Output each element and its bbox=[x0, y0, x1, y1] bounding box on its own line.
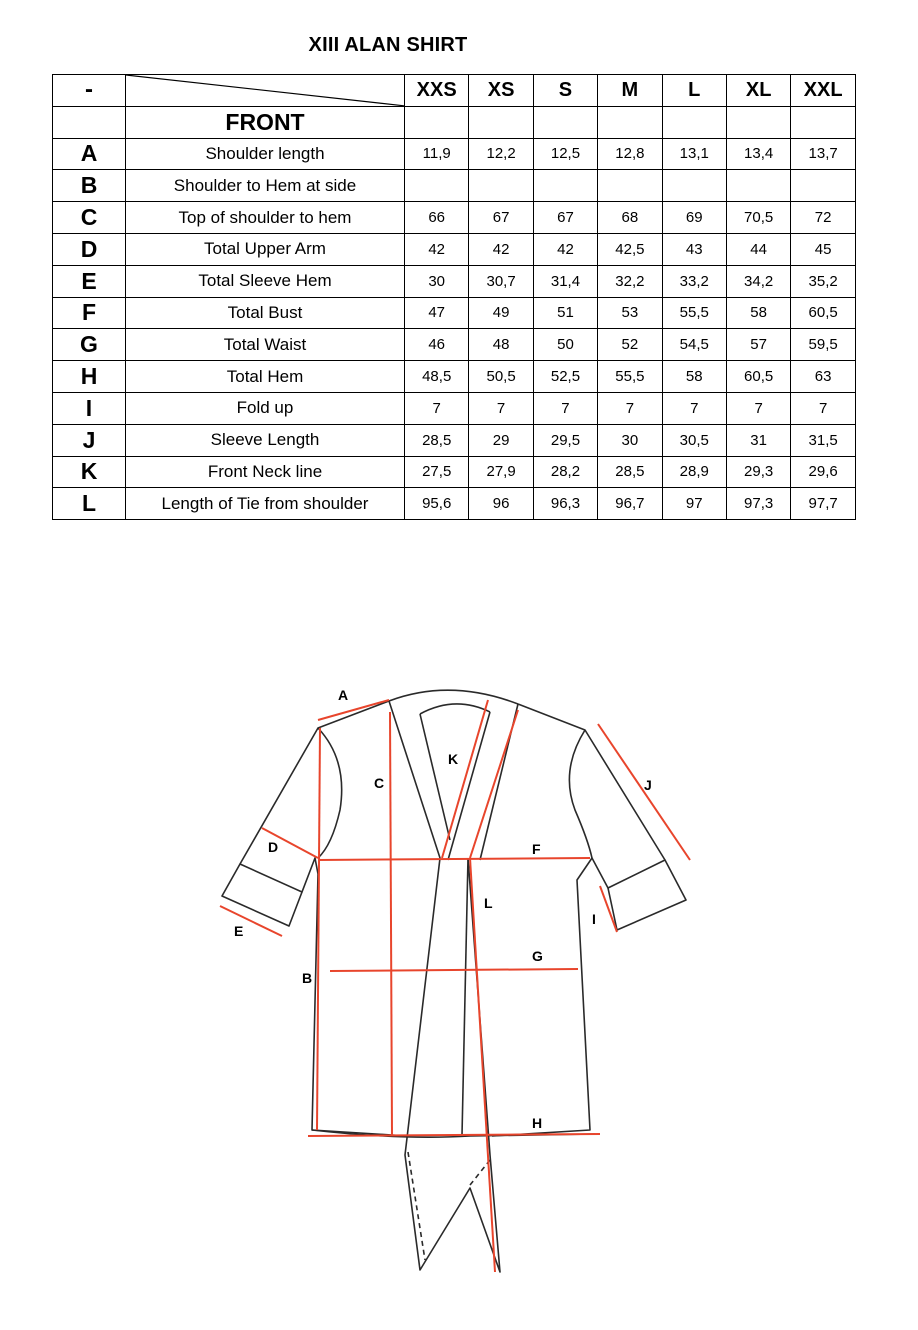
label-l: L bbox=[484, 895, 493, 911]
lapel-edge bbox=[448, 712, 490, 860]
measure-c bbox=[390, 712, 392, 1136]
value-cell: 7 bbox=[662, 392, 726, 424]
value-cell: 7 bbox=[405, 392, 469, 424]
section-label: FRONT bbox=[126, 106, 405, 138]
value-cell: 51 bbox=[533, 297, 597, 329]
value-cell: 44 bbox=[726, 233, 790, 265]
value-cell bbox=[405, 170, 469, 202]
value-cell: 34,2 bbox=[726, 265, 790, 297]
row-label: Front Neck line bbox=[126, 456, 405, 488]
value-cell: 7 bbox=[726, 392, 790, 424]
measurement-row bbox=[53, 488, 856, 520]
row-letter: I bbox=[53, 392, 126, 424]
label-g: G bbox=[532, 948, 543, 964]
row-label: Total Waist bbox=[126, 329, 405, 361]
measure-l-top bbox=[470, 710, 518, 858]
value-cell: 42 bbox=[469, 233, 533, 265]
value-cell: 60,5 bbox=[726, 361, 790, 393]
size-header: S bbox=[533, 75, 597, 107]
label-e: E bbox=[234, 923, 244, 939]
empty-cell bbox=[662, 106, 726, 138]
lapel-inner-left bbox=[420, 714, 450, 840]
value-cell: 30 bbox=[598, 424, 662, 456]
value-cell: 55,5 bbox=[662, 297, 726, 329]
value-cell: 30,7 bbox=[469, 265, 533, 297]
value-cell: 28,9 bbox=[662, 456, 726, 488]
row-label: Fold up bbox=[126, 392, 405, 424]
value-cell: 11,9 bbox=[405, 138, 469, 170]
row-letter: C bbox=[53, 202, 126, 234]
row-label: Sleeve Length bbox=[126, 424, 405, 456]
value-cell: 7 bbox=[469, 392, 533, 424]
value-cell: 54,5 bbox=[662, 329, 726, 361]
value-cell: 96,3 bbox=[533, 488, 597, 520]
left-armhole bbox=[318, 728, 342, 858]
measurement-row bbox=[53, 456, 856, 488]
value-cell: 69 bbox=[662, 202, 726, 234]
front-opening bbox=[462, 858, 468, 1135]
size-header: XXL bbox=[791, 75, 856, 107]
value-cell: 29,5 bbox=[533, 424, 597, 456]
empty-cell bbox=[53, 106, 126, 138]
value-cell: 95,6 bbox=[405, 488, 469, 520]
value-cell: 29,6 bbox=[791, 456, 856, 488]
value-cell: 48 bbox=[469, 329, 533, 361]
size-header: L bbox=[662, 75, 726, 107]
value-cell: 13,7 bbox=[791, 138, 856, 170]
value-cell: 58 bbox=[726, 297, 790, 329]
value-cell: 67 bbox=[533, 202, 597, 234]
right-cuff bbox=[608, 860, 686, 930]
label-f: F bbox=[532, 841, 541, 857]
measure-e bbox=[220, 906, 282, 936]
value-cell: 50 bbox=[533, 329, 597, 361]
collar-inner bbox=[420, 704, 490, 714]
measure-a bbox=[318, 700, 389, 720]
value-cell: 55,5 bbox=[598, 361, 662, 393]
shirt-measurement-diagram bbox=[0, 660, 918, 1320]
row-letter: K bbox=[53, 456, 126, 488]
label-j: J bbox=[644, 777, 652, 793]
value-cell: 66 bbox=[405, 202, 469, 234]
row-label: Total Sleeve Hem bbox=[126, 265, 405, 297]
measurement-row bbox=[53, 233, 856, 265]
value-cell: 97,7 bbox=[791, 488, 856, 520]
value-cell: 60,5 bbox=[791, 297, 856, 329]
measurement-row bbox=[53, 424, 856, 456]
value-cell: 59,5 bbox=[791, 329, 856, 361]
value-cell bbox=[726, 170, 790, 202]
value-cell: 58 bbox=[662, 361, 726, 393]
value-cell: 50,5 bbox=[469, 361, 533, 393]
value-cell: 27,5 bbox=[405, 456, 469, 488]
measurement-row bbox=[53, 138, 856, 170]
empty-cell bbox=[598, 106, 662, 138]
value-cell: 7 bbox=[533, 392, 597, 424]
value-cell: 42 bbox=[405, 233, 469, 265]
value-cell: 48,5 bbox=[405, 361, 469, 393]
value-cell: 42,5 bbox=[598, 233, 662, 265]
row-label: Shoulder to Hem at side bbox=[126, 170, 405, 202]
value-cell: 7 bbox=[598, 392, 662, 424]
label-b: B bbox=[302, 970, 313, 986]
size-header: M bbox=[598, 75, 662, 107]
diagonal-header-cell bbox=[126, 75, 405, 107]
label-i: I bbox=[592, 911, 596, 927]
diagonal-line bbox=[126, 75, 404, 106]
value-cell: 42 bbox=[533, 233, 597, 265]
measurement-row bbox=[53, 265, 856, 297]
value-cell: 32,2 bbox=[598, 265, 662, 297]
value-cell: 7 bbox=[791, 392, 856, 424]
empty-cell bbox=[726, 106, 790, 138]
value-cell: 28,5 bbox=[405, 424, 469, 456]
tie-outline bbox=[389, 701, 500, 1272]
value-cell: 57 bbox=[726, 329, 790, 361]
value-cell: 46 bbox=[405, 329, 469, 361]
value-cell: 31,4 bbox=[533, 265, 597, 297]
value-cell: 35,2 bbox=[791, 265, 856, 297]
value-cell bbox=[533, 170, 597, 202]
measure-g bbox=[330, 969, 578, 971]
row-label: Total Upper Arm bbox=[126, 233, 405, 265]
value-cell: 30,5 bbox=[662, 424, 726, 456]
value-cell: 96,7 bbox=[598, 488, 662, 520]
row-letter: A bbox=[53, 138, 126, 170]
measurement-row bbox=[53, 392, 856, 424]
row-letter: F bbox=[53, 297, 126, 329]
measurement-row bbox=[53, 202, 856, 234]
value-cell: 28,2 bbox=[533, 456, 597, 488]
measurement-row bbox=[53, 329, 856, 361]
value-cell: 33,2 bbox=[662, 265, 726, 297]
value-cell: 52,5 bbox=[533, 361, 597, 393]
empty-cell bbox=[791, 106, 856, 138]
value-cell: 97,3 bbox=[726, 488, 790, 520]
row-letter: E bbox=[53, 265, 126, 297]
value-cell: 43 bbox=[662, 233, 726, 265]
measurement-row bbox=[53, 361, 856, 393]
value-cell: 29 bbox=[469, 424, 533, 456]
measure-k bbox=[442, 700, 488, 858]
value-cell: 47 bbox=[405, 297, 469, 329]
value-cell: 12,2 bbox=[469, 138, 533, 170]
row-letter: H bbox=[53, 361, 126, 393]
value-cell: 96 bbox=[469, 488, 533, 520]
left-body-outline bbox=[240, 701, 407, 1136]
value-cell: 31 bbox=[726, 424, 790, 456]
section-row bbox=[53, 106, 856, 138]
row-label: Top of shoulder to hem bbox=[126, 202, 405, 234]
measure-l bbox=[470, 858, 495, 1272]
size-header: XXS bbox=[405, 75, 469, 107]
row-letter: D bbox=[53, 233, 126, 265]
right-armhole bbox=[569, 730, 592, 858]
header-row bbox=[53, 75, 856, 107]
tie-stitch-right bbox=[470, 1160, 490, 1185]
label-a: A bbox=[338, 687, 349, 703]
measurement-row bbox=[53, 297, 856, 329]
value-cell: 27,9 bbox=[469, 456, 533, 488]
corner-cell: - bbox=[53, 75, 126, 107]
value-cell: 53 bbox=[598, 297, 662, 329]
value-cell: 63 bbox=[791, 361, 856, 393]
empty-cell bbox=[405, 106, 469, 138]
value-cell: 49 bbox=[469, 297, 533, 329]
value-cell: 13,4 bbox=[726, 138, 790, 170]
value-cell: 12,8 bbox=[598, 138, 662, 170]
empty-cell bbox=[533, 106, 597, 138]
value-cell: 31,5 bbox=[791, 424, 856, 456]
row-label: Total Hem bbox=[126, 361, 405, 393]
page-title: XIII ALAN SHIRT bbox=[308, 34, 468, 56]
value-cell: 45 bbox=[791, 233, 856, 265]
row-letter: G bbox=[53, 329, 126, 361]
value-cell: 67 bbox=[469, 202, 533, 234]
measurement-labels bbox=[234, 687, 652, 1131]
value-cell bbox=[791, 170, 856, 202]
value-cell bbox=[469, 170, 533, 202]
row-letter: B bbox=[53, 170, 126, 202]
value-cell: 70,5 bbox=[726, 202, 790, 234]
value-cell: 72 bbox=[791, 202, 856, 234]
size-chart-table bbox=[52, 74, 856, 520]
value-cell: 68 bbox=[598, 202, 662, 234]
value-cell: 97 bbox=[662, 488, 726, 520]
row-letter: J bbox=[53, 424, 126, 456]
value-cell bbox=[662, 170, 726, 202]
label-d: D bbox=[268, 839, 279, 855]
size-header: XL bbox=[726, 75, 790, 107]
collar-back bbox=[389, 690, 518, 704]
row-label: Length of Tie from shoulder bbox=[126, 488, 405, 520]
label-h: H bbox=[532, 1115, 543, 1131]
value-cell: 52 bbox=[598, 329, 662, 361]
value-cell: 30 bbox=[405, 265, 469, 297]
value-cell: 12,5 bbox=[533, 138, 597, 170]
size-header: XS bbox=[469, 75, 533, 107]
value-cell bbox=[598, 170, 662, 202]
row-label: Total Bust bbox=[126, 297, 405, 329]
value-cell: 29,3 bbox=[726, 456, 790, 488]
label-k: K bbox=[448, 751, 459, 767]
empty-cell bbox=[469, 106, 533, 138]
measurement-row bbox=[53, 170, 856, 202]
shirt-outline bbox=[222, 690, 686, 1272]
value-cell: 13,1 bbox=[662, 138, 726, 170]
row-letter: L bbox=[53, 488, 126, 520]
row-label: Shoulder length bbox=[126, 138, 405, 170]
measure-f bbox=[318, 858, 590, 860]
label-c: C bbox=[374, 775, 385, 791]
value-cell: 28,5 bbox=[598, 456, 662, 488]
